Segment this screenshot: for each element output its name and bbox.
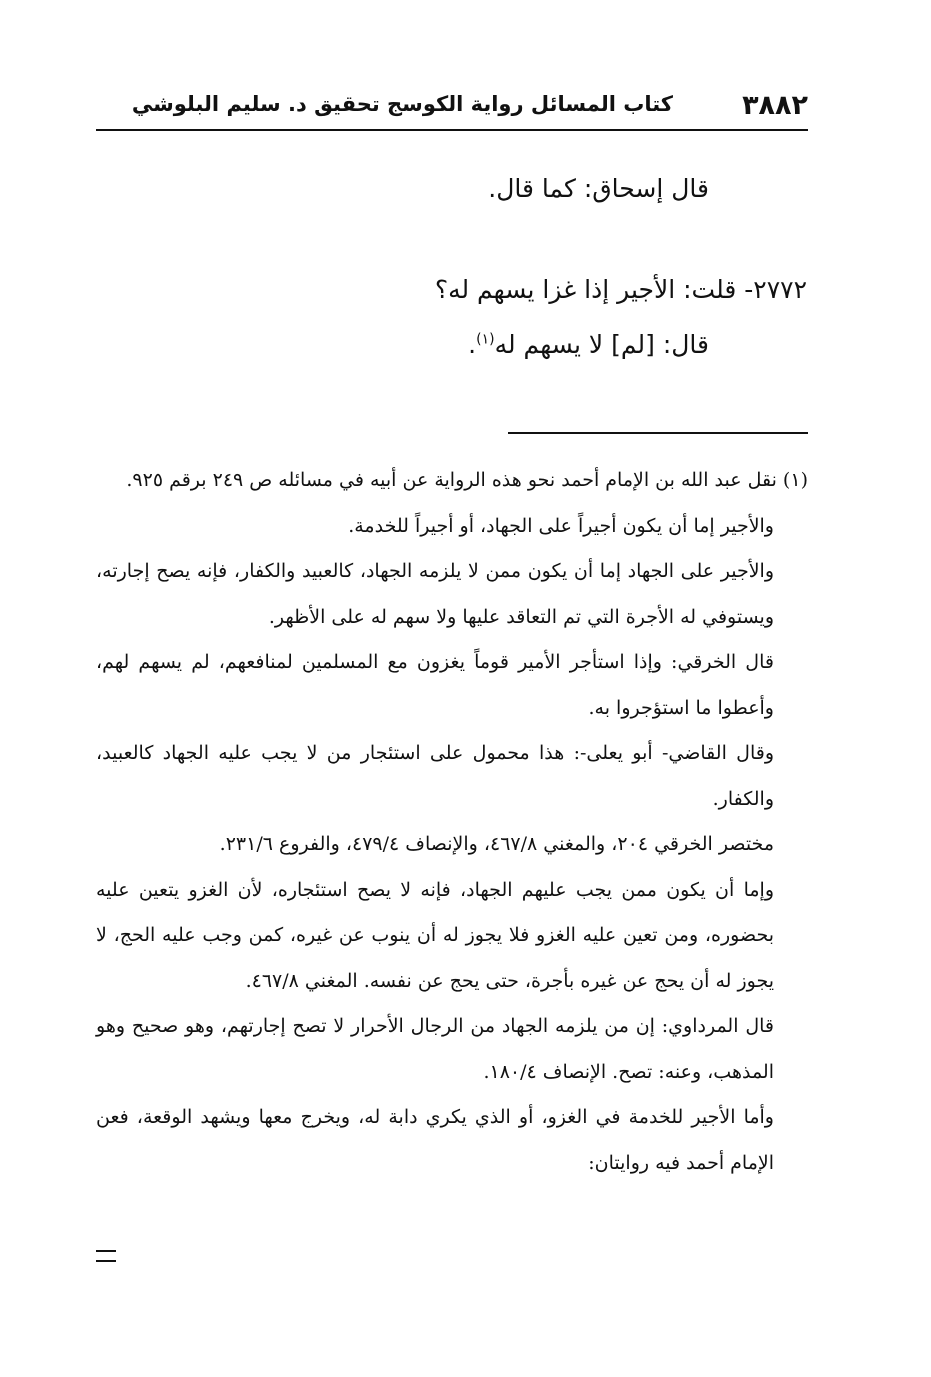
- footnote-paragraph: والأجير إما أن يكون أجيراً على الجهاد، أو أجيراً للخدمة.: [348, 514, 774, 537]
- footnote-paragraph: قال الخرقي: وإذا استأجر الأمير قوماً يغزون مع المسلمين لمنافعهم، لم يسهم لهم، وأعطوا ما استؤجروا به.: [96, 651, 774, 719]
- page-header: [96, 86, 808, 126]
- footnote-paragraph: (١) نقل عبد الله بن الإمام أحمد نحو هذه الرواية عن أبيه في مسائله ص ٢٤٩ برقم ٩٢٥.: [126, 469, 808, 491]
- question-line: [435, 275, 807, 304]
- footnote-marker[interactable]: (١): [476, 331, 495, 348]
- continuation-mark: [96, 1250, 116, 1262]
- answer-line: [468, 330, 709, 359]
- footnotes-section: [96, 458, 808, 1186]
- header-rule: [96, 129, 808, 131]
- ishaq-statement: قال إسحاق: كما قال.: [488, 174, 709, 203]
- footnote-citation: مختصر الخرقي ٢٠٤، والمغني ٤٦٧/٨، والإنصاف ٤٧٩/٤، والفروع ٢٣١/٦.: [219, 833, 774, 855]
- footnote-paragraph: قال المرداوي: إن من يلزمه الجهاد من الرجال الأحرار لا تصح إجارتهم، وهو صحيح وهو المذهب، وعنه: تصح. الإنصاف ١٨٠/٤.: [96, 1015, 774, 1083]
- question-text: قلت: الأجير إذا غزا يسهم له؟: [434, 275, 737, 304]
- page-number: ٣٨٨٢: [742, 90, 808, 121]
- question-number: ٢٧٧٢-: [744, 275, 807, 304]
- footnote-paragraph: وإما أن يكون ممن يجب عليهم الجهاد، فإنه لا يصح استئجاره، لأن الغزو يتعين عليه بحضوره، ومن تعين عليه الغزو فلا يجوز له أن ينوب عن غيره، كمن وجب عليه الحج، لا يجوز له أن يحج عن غيره بأجرة، حتى يحج عن نفسه. المغني ٤٦٧/٨.: [96, 878, 774, 992]
- answer-end: .: [468, 330, 477, 359]
- footnote-paragraph: وقال القاضي- أبو يعلى-: هذا محمول على استئجار من لا يجب عليه الجهاد كالعبيد، والكفار.: [96, 742, 774, 810]
- running-title: كتاب المسائل رواية الكوسج تحقيق د. سليم البلوشي: [131, 92, 673, 116]
- footnote-paragraph: والأجير على الجهاد إما أن يكون ممن لا يلزمه الجهاد، كالعبيد والكفار، فإنه يصح إجارته، ويستوفي له الأجرة التي تم التعاقد عليها ولا سهم له على الأظهر.: [96, 560, 774, 628]
- answer-text: قال: [لم] لا يسهم له: [494, 330, 709, 359]
- footnote-separator: [508, 432, 808, 434]
- footnote-paragraph: وأما الأجير للخدمة في الغزو، أو الذي يكري دابة له، ويخرج معها ويشهد الوقعة، فعن الإمام أحمد فيه روايتان:: [96, 1106, 774, 1174]
